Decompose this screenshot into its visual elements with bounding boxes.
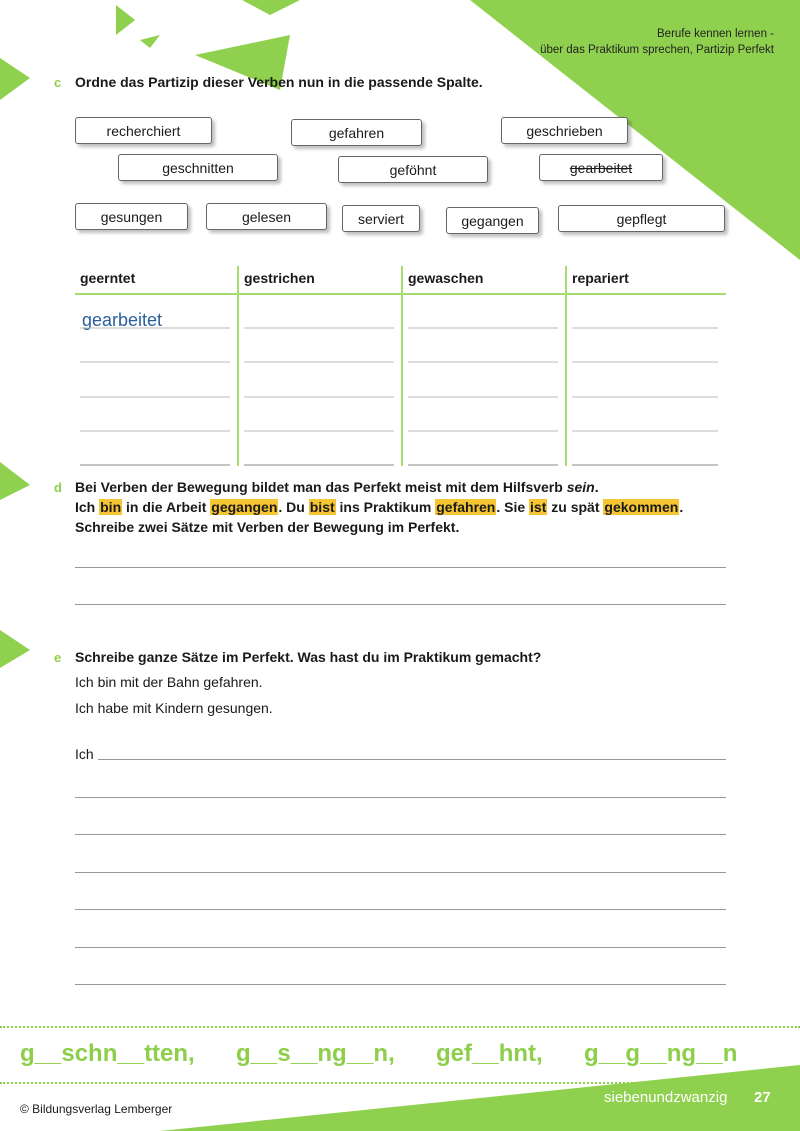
task-d-text: Bei Verben der Bewegung bildet man das Perfekt meist mit dem Hilfsverb sein. Ich bin in die Arbeit gegangen. Du bist ins Praktikum gefahren. Sie ist zu spät gekommen. Schreibe zwei Sätze mit Verben der Bewegung im Perfekt.	[75, 479, 684, 535]
write-line[interactable]	[75, 604, 726, 605]
handwritten-answer: gearbeitet	[82, 310, 163, 330]
dotted-divider	[0, 1082, 800, 1084]
gap-word: gef__hnt,	[436, 1040, 543, 1067]
write-line[interactable]	[75, 984, 726, 985]
word-card[interactable]: gepflegt	[558, 205, 725, 232]
page-number: 27	[754, 1089, 771, 1106]
word-card[interactable]: gegangen	[446, 207, 539, 234]
text-segment: . Sie	[496, 499, 530, 515]
header-line-2: über das Praktikum sprechen, Partizip Perfekt	[540, 44, 774, 56]
write-line[interactable]	[75, 567, 726, 568]
task-e-instruction: Schreibe ganze Sätze im Perfekt. Was hast du im Praktikum gemacht?	[75, 649, 542, 665]
highlighted-word: ist	[530, 499, 547, 515]
task-c-instruction: Ordne das Partizip dieser Verben nun in die passende Spalte.	[75, 74, 483, 90]
text-segment: in die Arbeit	[122, 499, 211, 515]
table-write-lines[interactable]	[0, 0, 800, 480]
column-header: repariert	[572, 270, 629, 286]
word-card[interactable]: geschnitten	[118, 154, 278, 181]
word-card[interactable]: recherchiert	[75, 117, 212, 144]
word-card[interactable]: geföhnt	[338, 156, 488, 183]
text-segment: . Du	[278, 499, 309, 515]
word-card[interactable]: gefahren	[291, 119, 422, 146]
word-card-crossed[interactable]: gearbeitet	[539, 154, 663, 181]
write-line[interactable]	[75, 947, 726, 948]
task-d-instruction: Schreibe zwei Sätze mit Verben der Bewegung im Perfekt.	[75, 519, 460, 535]
sentence-start: Ich	[75, 746, 94, 762]
text-segment: ins Praktikum	[335, 499, 436, 515]
write-line[interactable]	[75, 834, 726, 835]
header-line-1: Berufe kennen lernen -	[657, 28, 774, 40]
example-sentence-1: Ich bin mit der Bahn gefahren.	[75, 674, 263, 690]
write-line[interactable]	[75, 909, 726, 910]
column-header: geerntet	[80, 270, 136, 286]
page-word: siebenundzwanzig	[604, 1089, 728, 1106]
column-header: gewaschen	[408, 270, 484, 286]
copyright: © Bildungsverlag Lemberger	[20, 1102, 173, 1116]
gap-word: g__s__ng__n,	[236, 1040, 395, 1067]
highlighted-word: gekommen	[604, 499, 679, 515]
task-d-line1: Bei Verben der Bewegung bildet man das Perfekt meist mit dem Hilfsverb	[75, 479, 567, 495]
highlighted-word: gegangen	[211, 499, 278, 515]
write-line[interactable]	[75, 797, 726, 798]
gap-word: g__g__ng__n	[584, 1040, 738, 1067]
write-line[interactable]	[98, 759, 726, 760]
text-segment: Ich	[75, 499, 100, 515]
word-card[interactable]: geschrieben	[501, 117, 628, 144]
highlighted-word: gefahren	[436, 499, 496, 515]
column-header: gestrichen	[244, 270, 315, 286]
text-segment: zu spät	[547, 499, 604, 515]
task-d-label: d	[54, 480, 62, 495]
highlighted-word: bin	[100, 499, 122, 515]
italic-sein: sein	[566, 479, 595, 495]
text-segment: .	[679, 499, 684, 515]
gap-word: g__schn__tten,	[20, 1040, 195, 1067]
example-sentence-2: Ich habe mit Kindern gesungen.	[75, 700, 273, 716]
dotted-divider	[0, 1026, 800, 1028]
highlighted-word: bist	[309, 499, 335, 515]
word-card[interactable]: gesungen	[75, 203, 188, 230]
word-card[interactable]: serviert	[342, 205, 420, 232]
task-d-examples	[75, 497, 683, 517]
task-c-label: c	[54, 75, 62, 90]
write-line[interactable]	[75, 872, 726, 873]
word-card[interactable]: gelesen	[206, 203, 327, 230]
task-e-label: e	[54, 650, 62, 665]
